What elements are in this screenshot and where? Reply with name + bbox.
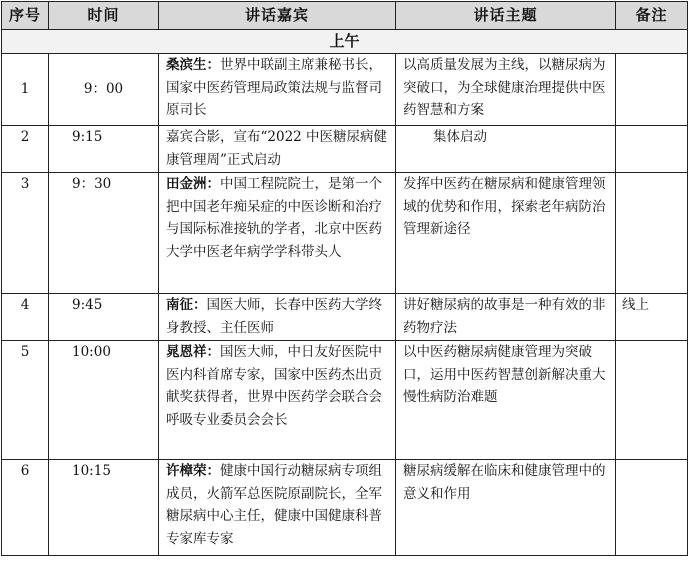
row-time: 9：30 [49,173,159,294]
speaker-name: 晁恩祥： [166,344,220,360]
row-time: 9:15 [49,126,159,173]
row-time: 10:15 [49,460,159,556]
table-row [2,294,688,341]
speaker-desc: 嘉宾合影，宣布“2022 中医糖尿病健康管理周”正式启动 [166,129,388,168]
row-topic: 以中医药糖尿病健康管理为突破口，运用中医药智慧创新解决重大慢性病防治难题 [396,341,616,460]
row-note [616,341,688,460]
row-speaker [159,126,396,173]
row-topic: 发挥中医药在糖尿病和健康管理领域的优势和作用，探索老年病防治管理新途径 [396,173,616,294]
row-note: 线上 [616,294,688,341]
header-topic: 讲话主题 [396,2,616,30]
speaker-name: 田金洲： [166,176,220,192]
row-time: 9:45 [49,294,159,341]
speaker-desc: 国医大师，长春中医药大学终身教授、主任医师 [166,297,382,336]
table-row [2,54,688,126]
speaker-name: 南征： [166,297,207,313]
row-time: 10:00 [49,341,159,460]
row-index: 3 [2,173,49,294]
header-note: 备注 [616,2,688,30]
row-speaker [159,294,396,341]
row-topic: 以高质量发展为主线，以糖尿病为突破口，为全球健康治理提供中医药智慧和方案 [396,54,616,126]
row-index: 1 [2,54,49,126]
speaker-name: 许樟荣： [166,463,220,479]
row-index: 5 [2,341,49,460]
row-index: 4 [2,294,49,341]
table-row [2,173,688,294]
header-index: 序号 [2,2,49,30]
row-topic: 糖尿病缓解在临床和健康管理中的意义和作用 [396,460,616,556]
row-topic: 集体启动 [396,126,616,173]
section-label: 上午 [2,30,688,54]
row-note [616,54,688,126]
table-row [2,341,688,460]
speaker-desc: 国医大师，中日友好医院中医内科首席专家，国家中医药杰出贡献奖获得者，世界中医药学会联合会呼吸专业委员会会长 [166,344,382,428]
row-note [616,460,688,556]
section-row [2,30,688,54]
speaker-desc: 健康中国行动糖尿病专项组成员，火箭军总医院原副院长，全军糖尿病中心主任，健康中国健康科普专家库专家 [166,463,382,547]
header-time: 时间 [49,2,159,30]
row-speaker [159,54,396,126]
row-topic: 讲好糖尿病的故事是一种有效的非药物疗法 [396,294,616,341]
row-note [616,173,688,294]
speaker-desc: 世界中联副主席兼秘书长，国家中医药管理局政策法规与监督司原司长 [166,57,382,118]
row-speaker [159,341,396,460]
row-index: 6 [2,460,49,556]
row-time: 9：00 [49,54,159,126]
row-note [616,126,688,173]
header-speaker: 讲话嘉宾 [159,2,396,30]
schedule-table [1,1,688,556]
header-row [2,2,688,30]
table-row [2,460,688,556]
table-row [2,126,688,173]
row-index: 2 [2,126,49,173]
speaker-name: 桑滨生： [166,57,220,73]
row-speaker [159,460,396,556]
speaker-desc: 中国工程院院士，是第一个把中国老年痴呆症的中医诊断和治疗与国际标准接轨的学者，北京中医药大学中医老年病学学科带头人 [166,176,382,260]
row-speaker [159,173,396,294]
